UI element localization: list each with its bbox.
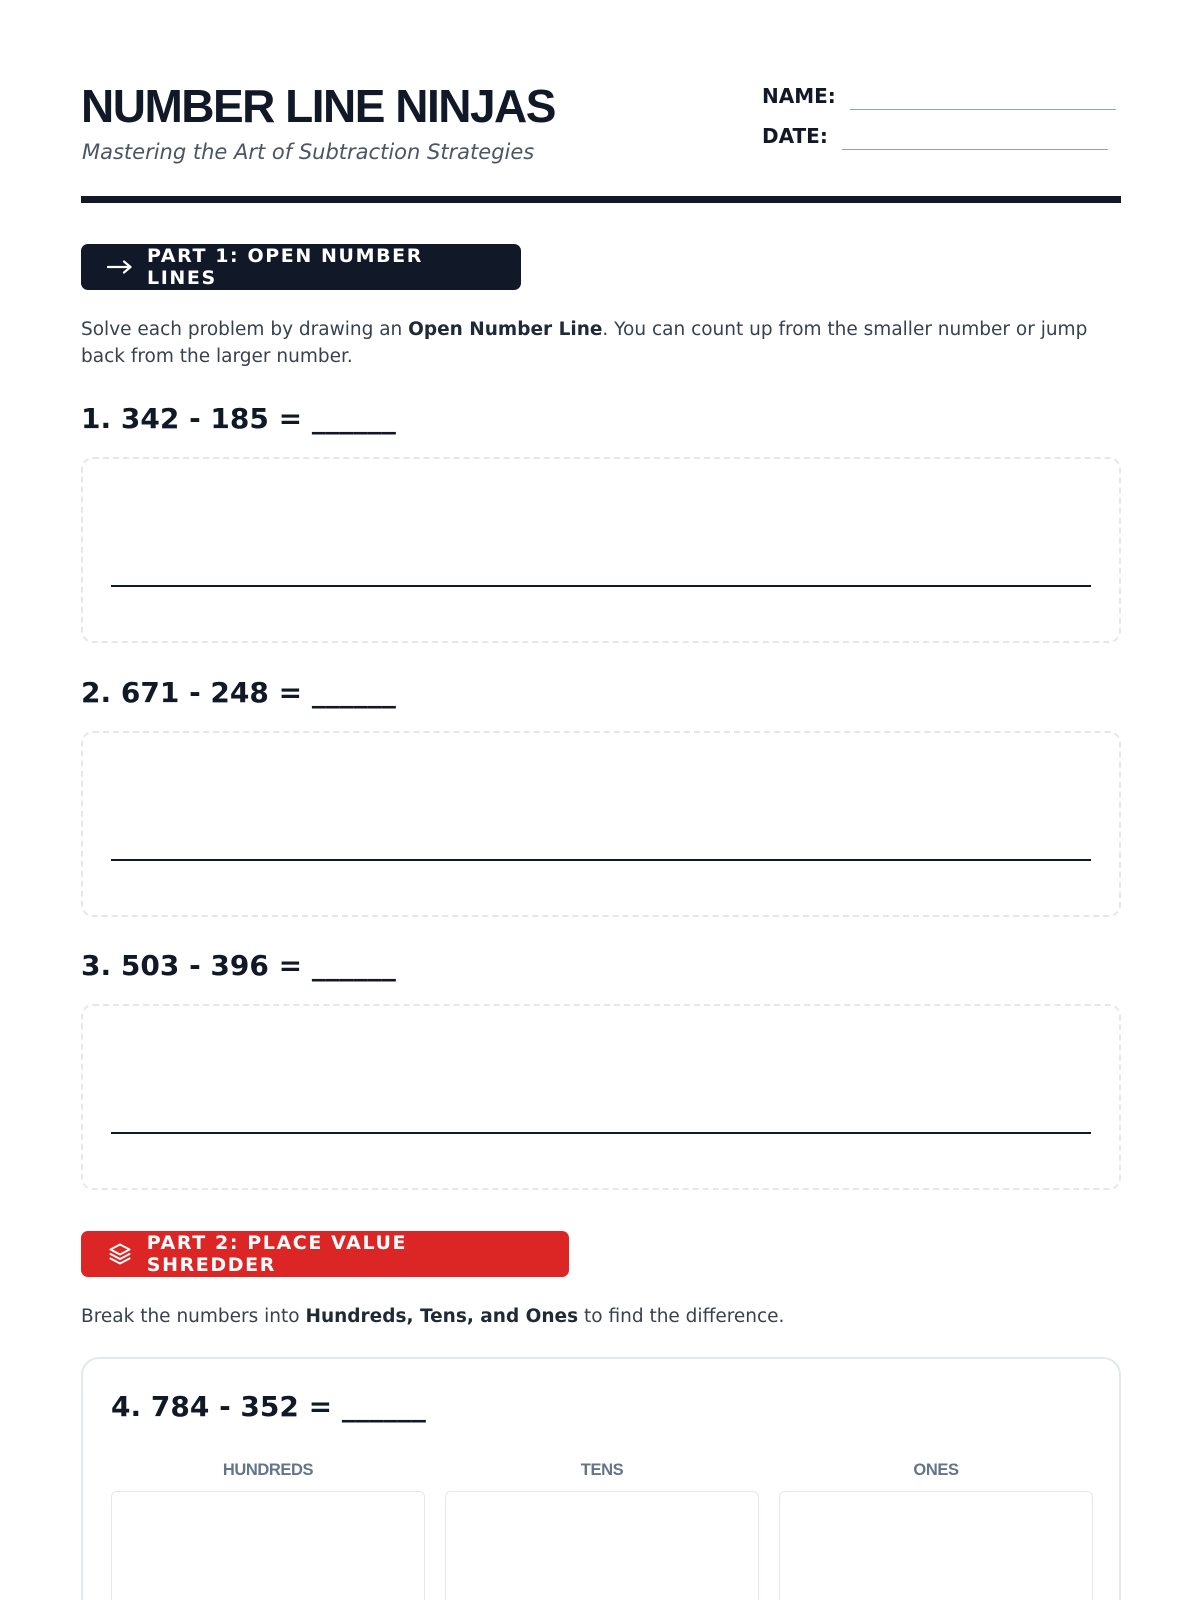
- problem-3-work-area[interactable]: [81, 1004, 1121, 1190]
- header-divider: [81, 196, 1121, 203]
- part2-heading-pill: [81, 1231, 569, 1277]
- tens-header: TENS: [580, 1461, 624, 1479]
- ones-column: [779, 1459, 1093, 1600]
- hundreds-header: HUNDREDS: [222, 1461, 314, 1479]
- part2-instructions-text-end: to find the difference.: [578, 1306, 785, 1327]
- part2-heading: PART 2: PLACE VALUE SHREDDER: [146, 1232, 408, 1276]
- part2-instructions-text: Break the numbers into: [81, 1306, 306, 1327]
- hundreds-work-box[interactable]: [111, 1491, 425, 1600]
- worksheet-page: [81, 0, 1121, 1600]
- ones-header: ONES: [913, 1461, 959, 1479]
- part1-instructions-emphasis: Open Number Line: [408, 319, 603, 340]
- number-line: [111, 859, 1091, 861]
- ones-work-box[interactable]: [779, 1491, 1093, 1600]
- problem-2-label: 2. 671 - 248 = ______: [81, 676, 396, 709]
- date-label: DATE:: [762, 124, 828, 148]
- worksheet-header: [81, 80, 1121, 200]
- tens-column: [445, 1459, 759, 1600]
- place-value-card: [81, 1357, 1121, 1600]
- name-label: NAME:: [762, 84, 836, 108]
- number-line: [111, 585, 1091, 587]
- number-line: [111, 1132, 1091, 1134]
- worksheet-subtitle: Mastering the Art of Subtraction Strategies: [82, 140, 535, 164]
- name-field[interactable]: [762, 82, 1116, 110]
- part1-instructions: [81, 316, 1121, 370]
- part1-instructions-text-end: . You can count up from the smaller number or jump back from the larger number.: [81, 319, 1088, 367]
- name-input-line[interactable]: [850, 100, 1116, 110]
- date-input-line[interactable]: [842, 140, 1108, 150]
- problem-3-label: 3. 503 - 396 = ______: [81, 949, 396, 982]
- arrow-right-icon: [107, 256, 133, 278]
- part1-heading-pill: [81, 244, 521, 290]
- date-field[interactable]: [762, 122, 1108, 150]
- worksheet-title: NUMBER LINE NINJAS: [81, 80, 555, 132]
- part1-instructions-text: Solve each problem by drawing an: [81, 319, 409, 340]
- layers-icon: [107, 1243, 133, 1265]
- part1-heading: PART 1: OPEN NUMBER LINES: [147, 245, 423, 289]
- problem-1-work-area[interactable]: [81, 457, 1121, 643]
- tens-work-box[interactable]: [445, 1491, 759, 1600]
- part2-instructions: [81, 1303, 1121, 1330]
- part2-instructions-emphasis: Hundreds, Tens, and Ones: [305, 1306, 579, 1327]
- problem-4-label: 4. 784 - 352 = ______: [111, 1390, 426, 1423]
- problem-1-label: 1. 342 - 185 = ______: [81, 402, 396, 435]
- problem-2-work-area[interactable]: [81, 731, 1121, 917]
- hundreds-column: [111, 1459, 425, 1600]
